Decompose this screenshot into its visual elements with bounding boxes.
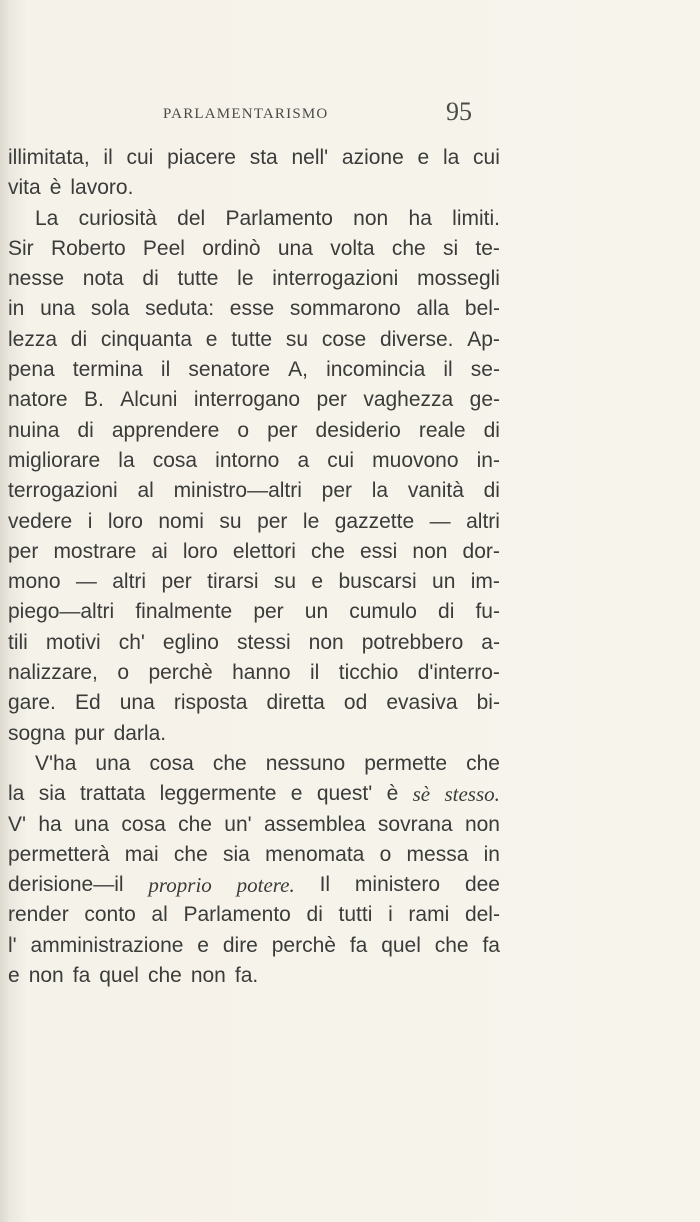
- text-line: [8, 567, 500, 597]
- text-word: o: [117, 661, 130, 685]
- text-word: quest': [316, 782, 373, 806]
- text-word: di: [483, 418, 500, 442]
- text-word: ch': [118, 630, 145, 654]
- text-word: cui: [126, 146, 154, 169]
- text-word: e: [311, 570, 324, 594]
- text-word: azione: [341, 146, 404, 169]
- text-word: vanità: [407, 479, 464, 503]
- text-line: [8, 840, 500, 870]
- text-word: vaghezza: [363, 388, 454, 412]
- text-word: tili: [8, 630, 28, 654]
- text-word: ministro—altri: [173, 479, 302, 503]
- text-word: nessuno: [265, 751, 346, 775]
- text-word: La: [35, 206, 59, 230]
- text-word: ha: [408, 206, 432, 230]
- text-word: di: [483, 479, 500, 503]
- text-word: esse: [229, 297, 275, 321]
- text-word: ai: [151, 539, 168, 563]
- text-word: cinquanta: [100, 327, 192, 351]
- text-word: natore: [8, 388, 68, 412]
- text-word: illimitata,: [8, 146, 90, 169]
- text-word: Ap-: [467, 327, 500, 351]
- text-word: messa: [406, 842, 469, 866]
- text-line: [8, 294, 500, 324]
- text-word: sola: [90, 297, 130, 321]
- text-line: [8, 961, 500, 991]
- text-word: evasiva: [386, 691, 458, 715]
- text-word: il: [103, 146, 113, 169]
- text-word: quel: [381, 933, 421, 957]
- text-word: si: [442, 236, 459, 260]
- text-word: a: [297, 448, 310, 472]
- text-word: V'ha: [35, 751, 77, 775]
- text-word: desiderio: [315, 418, 401, 442]
- text-word: tutti: [338, 903, 373, 927]
- text-line: [8, 658, 500, 688]
- text-word: di: [77, 418, 94, 442]
- text-word: tirarsi: [207, 570, 259, 594]
- text-word: del: [177, 206, 206, 230]
- text-word: potere.: [236, 873, 295, 898]
- text-word: mono: [8, 570, 61, 594]
- text-word: migliorare: [8, 448, 101, 472]
- text-word: su: [285, 327, 309, 351]
- text-word: ge-: [469, 388, 500, 412]
- text-word: la: [118, 448, 135, 472]
- text-word: ministero: [354, 873, 441, 897]
- text-word: seduta:: [145, 297, 215, 321]
- text-word: e: [197, 933, 209, 957]
- text-word: nell': [291, 146, 329, 169]
- text-word: V': [8, 812, 27, 836]
- text-word: per: [161, 570, 192, 594]
- text-line: [8, 931, 500, 961]
- text-word: quel: [99, 964, 139, 988]
- text-word: non: [190, 964, 226, 988]
- text-word: im-: [470, 570, 500, 594]
- text-word: intorno: [215, 448, 280, 472]
- text-line: [8, 234, 500, 264]
- text-word: per: [8, 539, 39, 563]
- text-word: elettori: [232, 539, 296, 563]
- text-word: perchè: [148, 661, 213, 685]
- text-word: sia: [38, 782, 66, 806]
- text-word: gazzette: [334, 509, 415, 533]
- text-word: limiti.: [452, 206, 500, 230]
- text-word: che: [178, 812, 212, 836]
- text-word: in: [8, 297, 25, 321]
- text-word: che: [212, 751, 247, 775]
- text-word: un: [304, 600, 329, 624]
- text-word: fa.: [234, 964, 259, 988]
- text-line: [8, 355, 500, 385]
- text-word: reale: [418, 418, 466, 442]
- text-word: di: [142, 267, 159, 291]
- text-word: finalmente: [135, 600, 233, 624]
- text-word: la: [8, 782, 25, 806]
- text-word: e: [8, 964, 20, 988]
- text-word: senatore: [188, 358, 271, 382]
- text-word: fu-: [475, 600, 500, 624]
- text-line: [8, 628, 500, 658]
- text-word: assemblea: [264, 812, 366, 836]
- text-word: mai: [124, 842, 159, 866]
- text-word: che: [466, 751, 500, 775]
- text-word: —: [429, 509, 451, 533]
- text-word: i: [388, 903, 393, 927]
- text-line: [8, 143, 500, 173]
- text-word: al: [151, 903, 168, 927]
- text-line: [8, 325, 500, 355]
- text-line: [8, 870, 500, 900]
- body-text: [8, 143, 500, 991]
- text-line: [8, 900, 500, 930]
- text-word: A,: [288, 358, 308, 382]
- text-word: piacere: [167, 146, 236, 169]
- text-word: per: [321, 479, 353, 503]
- text-word: una: [74, 812, 110, 836]
- text-word: il: [309, 661, 320, 685]
- text-word: pur: [74, 721, 105, 745]
- text-line: [8, 779, 500, 809]
- text-word: fa: [349, 933, 368, 957]
- text-word: tutte: [231, 327, 273, 351]
- text-word: il: [160, 358, 171, 382]
- text-word: sia: [223, 842, 250, 866]
- text-word: interrogazioni: [272, 267, 399, 291]
- text-word: sè: [412, 782, 431, 807]
- text-word: non: [308, 630, 344, 654]
- text-word: loro: [107, 509, 143, 533]
- text-word: gare.: [8, 691, 56, 715]
- text-word: sovrana: [377, 812, 453, 836]
- text-word: non: [28, 964, 64, 988]
- text-word: una: [40, 297, 76, 321]
- text-line: [8, 810, 500, 840]
- text-word: per: [253, 600, 284, 624]
- text-word: e: [417, 146, 430, 169]
- text-word: volta: [330, 236, 375, 260]
- text-word: mostrare: [53, 539, 137, 563]
- running-head: PARLAMENTARISMO: [163, 106, 329, 122]
- text-word: la: [442, 146, 460, 169]
- text-line: [8, 416, 500, 446]
- text-line: [8, 446, 500, 476]
- text-line: [8, 507, 500, 537]
- text-word: diretta: [266, 691, 325, 715]
- text-line: [8, 204, 500, 234]
- text-word: altri: [112, 570, 147, 594]
- text-word: una: [95, 751, 131, 775]
- text-word: la: [371, 479, 389, 503]
- text-word: eglino: [162, 630, 219, 654]
- text-line: [8, 385, 500, 415]
- text-word: che: [391, 236, 426, 260]
- text-word: su: [273, 570, 297, 594]
- text-word: dor-: [462, 539, 500, 563]
- text-word: è: [49, 176, 62, 200]
- text-word: bel-: [464, 297, 500, 321]
- text-word: cosa: [149, 751, 194, 775]
- text-word: derisione—il: [8, 873, 124, 897]
- text-word: che: [147, 964, 182, 988]
- text-word: motivi: [45, 630, 101, 654]
- text-word: del-: [464, 903, 500, 927]
- text-line: [8, 173, 500, 203]
- text-word: ha: [38, 812, 62, 836]
- text-word: una: [277, 236, 313, 260]
- text-word: le: [302, 509, 320, 533]
- text-word: che: [173, 842, 208, 866]
- text-word: nota: [82, 267, 124, 291]
- text-word: rami: [408, 903, 450, 927]
- text-word: permette: [364, 751, 448, 775]
- text-word: cui: [327, 448, 355, 472]
- text-word: interrogano: [193, 388, 301, 412]
- text-line: [8, 476, 500, 506]
- text-word: per: [316, 388, 347, 412]
- text-word: vedere: [8, 509, 73, 533]
- text-word: che: [311, 539, 345, 563]
- text-word: risposta: [173, 691, 248, 715]
- text-word: potrebbero: [361, 630, 464, 654]
- text-word: piego—altri: [8, 600, 115, 624]
- text-word: diverse.: [379, 327, 454, 351]
- text-word: lezza: [8, 327, 58, 351]
- text-word: buscarsi: [338, 570, 417, 594]
- text-word: cosa: [152, 448, 198, 472]
- text-word: i: [87, 509, 93, 533]
- text-word: di: [306, 903, 323, 927]
- text-word: terrogazioni: [8, 479, 118, 503]
- text-word: od: [343, 691, 368, 715]
- text-word: proprio: [148, 873, 212, 898]
- text-word: bi-: [476, 691, 500, 715]
- text-word: su: [219, 509, 242, 533]
- text-word: ticchio: [338, 661, 399, 685]
- text-word: nesse: [8, 267, 65, 291]
- text-word: stesso.: [444, 782, 500, 807]
- text-word: un: [432, 570, 456, 594]
- text-line: [8, 749, 500, 779]
- text-word: non: [464, 812, 500, 836]
- text-word: per: [257, 509, 288, 533]
- text-line: [8, 264, 500, 294]
- text-word: una: [119, 691, 155, 715]
- text-word: se-: [470, 358, 500, 382]
- text-word: menomata: [265, 842, 365, 866]
- text-word: cose: [321, 327, 367, 351]
- text-word: sommarono: [289, 297, 401, 321]
- text-word: l': [8, 933, 17, 957]
- text-word: fa: [482, 933, 500, 957]
- page-header: [0, 94, 700, 134]
- text-word: di: [438, 600, 455, 624]
- text-word: te-: [475, 236, 500, 260]
- text-word: Il: [319, 873, 331, 897]
- text-word: o: [379, 842, 392, 866]
- text-word: alla: [416, 297, 450, 321]
- text-word: B.: [83, 388, 104, 412]
- text-word: sogna: [8, 721, 66, 745]
- text-word: leggermente: [159, 782, 277, 806]
- text-word: cosa: [121, 812, 166, 836]
- text-word: curiosità: [78, 206, 157, 230]
- text-word: altri: [466, 509, 500, 533]
- text-line: [8, 688, 500, 718]
- text-word: Peel: [142, 236, 185, 260]
- text-word: —: [75, 570, 97, 594]
- text-word: loro: [182, 539, 218, 563]
- text-word: Alcuni: [120, 388, 178, 412]
- text-word: apprendere: [111, 418, 220, 442]
- text-word: il: [443, 358, 453, 382]
- text-word: non: [412, 539, 448, 563]
- text-word: al: [137, 479, 154, 503]
- text-word: darla.: [113, 721, 167, 745]
- text-word: che: [434, 933, 469, 957]
- text-word: essi: [359, 539, 398, 563]
- text-word: vita: [8, 176, 41, 200]
- text-word: muovono: [372, 448, 459, 472]
- text-word: lavoro.: [70, 176, 134, 200]
- text-word: cumulo: [349, 600, 417, 624]
- text-word: fa: [72, 964, 91, 988]
- text-word: dire: [222, 933, 258, 957]
- text-word: d'interro-: [417, 661, 500, 685]
- text-word: Ed: [74, 691, 101, 715]
- text-word: in: [483, 842, 500, 866]
- text-word: amministrazione: [30, 933, 184, 957]
- text-word: nalizzare,: [8, 661, 98, 685]
- text-word: nuina: [8, 418, 60, 442]
- text-word: dee: [464, 873, 500, 897]
- text-word: Roberto: [50, 236, 126, 260]
- text-word: Sir: [8, 236, 34, 260]
- text-line: [8, 719, 500, 749]
- text-word: incomincia: [326, 358, 426, 382]
- text-word: sta: [249, 146, 278, 169]
- text-word: a-: [481, 630, 500, 654]
- text-word: e: [205, 327, 218, 351]
- text-word: Parlamento: [225, 206, 333, 230]
- text-line: [8, 537, 500, 567]
- text-word: perchè: [271, 933, 336, 957]
- text-word: nomi: [158, 509, 204, 533]
- text-word: render: [8, 903, 69, 927]
- text-word: e: [290, 782, 303, 806]
- text-word: Parlamento: [183, 903, 291, 927]
- text-word: in-: [476, 448, 500, 472]
- text-word: stessi: [236, 630, 291, 654]
- text-word: ordinò: [202, 236, 261, 260]
- text-word: hanno: [232, 661, 291, 685]
- text-word: di: [70, 327, 88, 351]
- text-word: un': [224, 812, 252, 836]
- text-word: non: [353, 206, 389, 230]
- text-word: le: [237, 267, 254, 291]
- text-word: cui: [473, 146, 500, 169]
- text-word: è: [386, 782, 399, 806]
- text-word: o: [237, 418, 250, 442]
- text-word: conto: [84, 903, 136, 927]
- text-word: tutte: [177, 267, 219, 291]
- text-word: trattata: [79, 782, 146, 806]
- text-line: [8, 597, 500, 627]
- text-word: pena: [8, 358, 55, 382]
- text-word: per: [267, 418, 298, 442]
- page-number: 95: [446, 97, 472, 126]
- text-word: termina: [72, 358, 143, 382]
- text-word: mossegli: [417, 267, 500, 291]
- text-word: permetterà: [8, 842, 110, 866]
